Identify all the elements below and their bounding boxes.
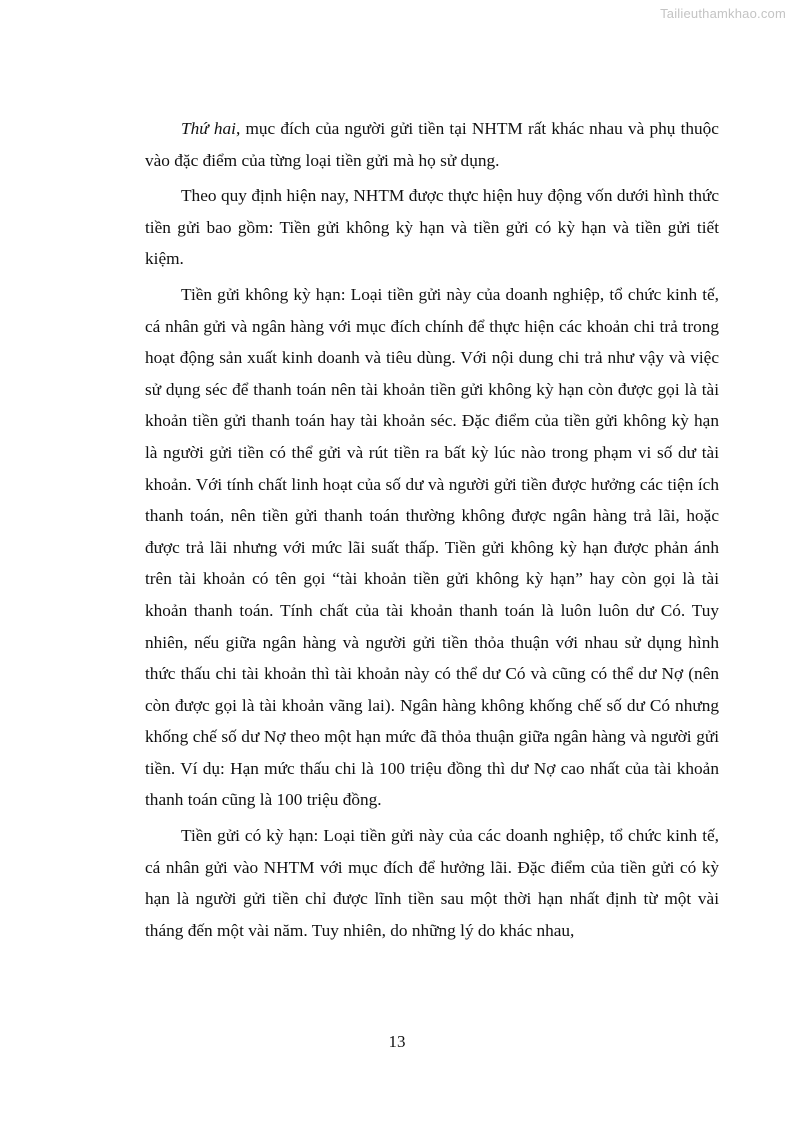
paragraph-4 (145, 820, 719, 946)
paragraph-2 (145, 180, 719, 275)
paragraph-1-italic-lead: Thứ hai (181, 119, 236, 138)
page-number: 13 (388, 1032, 406, 1051)
document-body (145, 113, 719, 950)
paragraph-2-text: Theo quy định hiện nay, NHTM được thực hiện huy động vốn dưới hình thức tiền gửi bao gồm: Tiền gửi không kỳ hạn và tiền gửi có kỳ hạn và tiền gửi tiết kiệm. (145, 186, 719, 269)
paragraph-3-text: Tiền gửi không kỳ hạn: Loại tiền gửi này của doanh nghiệp, tổ chức kinh tế, cá nhân gửi và ngân hàng với mục đích chính để thực hiện các khoản chi trả trong hoạt động sản xuất kinh doanh và tiêu dùng. Với nội dung chi trả như vậy và việc sử dụng séc để thanh toán nên tài khoản tiền gửi không kỳ hạn còn được gọi là tài khoản tiền gửi thanh toán hay tài khoản séc. Đặc điểm của tiền gửi không kỳ hạn là người gửi tiền có thể gửi và rút tiền ra bất kỳ lúc nào trong phạm vi số dư tài khoản. Với tính chất linh hoạt của số dư và người gửi tiền được hưởng các tiện ích thanh toán, nên tiền gửi thanh toán thường không được ngân hàng trả lãi, hoặc được trả lãi nhưng với mức lãi suất thấp. Tiền gửi không kỳ hạn được phản ánh trên tài khoản có tên gọi “tài khoản tiền gửi không kỳ hạn” hay còn gọi là tài khoản thanh toán. Tính chất của tài khoản thanh toán là luôn luôn dư Có. Tuy nhiên, nếu giữa ngân hàng và người gửi tiền thỏa thuận với nhau sử dụng hình thức thấu chi tài khoản thì tài khoản này có thể dư Có và cũng có thể dư Nợ (nên còn được gọi là tài khoản vãng lai). Ngân hàng không khống chế số dư Có nhưng khống chế số dư Nợ theo một hạn mức đã thỏa thuận giữa ngân hàng và người gửi tiền. Ví dụ: Hạn mức thấu chi là 100 triệu đồng thì dư Nợ cao nhất của tài khoản thanh toán cũng là 100 triệu đồng. (145, 284, 719, 810)
paragraph-1 (145, 113, 719, 176)
watermark: Tailieuthamkhao.com (660, 6, 786, 21)
paragraph-1-text: , mục đích của người gửi tiền tại NHTM rất khác nhau và phụ thuộc vào đặc điểm của từng loại tiền gửi mà họ sử dụng. (145, 119, 719, 170)
paragraph-3 (145, 279, 719, 816)
paragraph-4-text: Tiền gửi có kỳ hạn: Loại tiền gửi này của các doanh nghiệp, tổ chức kinh tế, cá nhân gửi vào NHTM với mục đích để hưởng lãi. Đặc điểm của tiền gửi có kỳ hạn là người gửi tiền chỉ được lĩnh tiền sau một thời hạn nhất định từ một vài tháng đến một vài năm. Tuy nhiên, do những lý do khác nhau, (145, 826, 719, 940)
